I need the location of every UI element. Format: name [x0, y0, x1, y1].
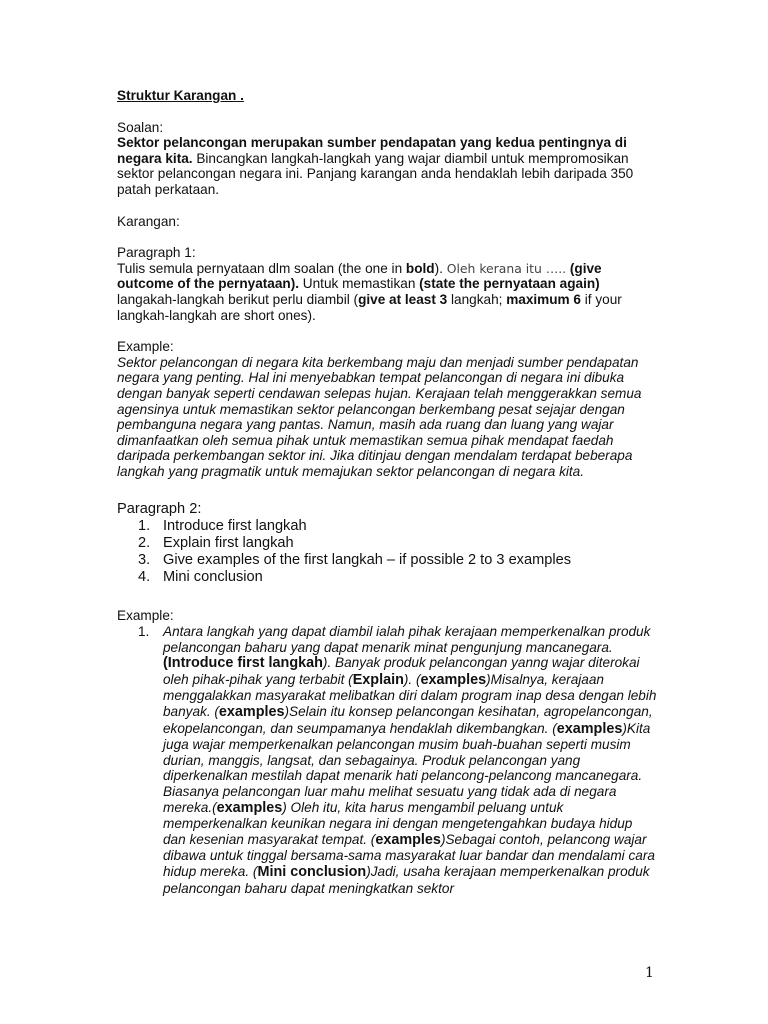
- list-item: [117, 518, 657, 535]
- ex2-s1: Antara langkah yang dapat diambil ialah pihak kerajaan memperkenalkan produk pelancongan baharu yang dapat menarik minat pengunjung mancanegara.: [163, 624, 651, 655]
- p1-alt-text: Oleh kerana itu …..: [446, 260, 567, 276]
- example1-label: Example:: [117, 339, 174, 355]
- list-item-text: Give examples of the first langkah – if possible 2 to 3 examples: [163, 552, 572, 569]
- ex2-s2: ). Banyak produk pelancongan yanng wajar diterokai oleh pihak-pihak yang terbabit (: [163, 655, 640, 687]
- list-item: [117, 552, 657, 569]
- list-item-text: Explain first langkah: [163, 535, 294, 552]
- ex2-tag-explain: Explain: [352, 671, 404, 688]
- ex2-s5: )Selain itu konsep pelancongan kesihatan, agropelancongan, ekopelancongan, dan seumpamanya hendaklah dikembangkan. (: [163, 704, 653, 736]
- document-body: [117, 88, 657, 896]
- p1-give-outcome: (give outcome of the pernyataan).: [117, 260, 602, 292]
- list-item-number: 1.: [138, 624, 150, 640]
- list-item: [117, 535, 657, 552]
- example2-text: [163, 624, 656, 896]
- karangan-label: Karangan:: [117, 213, 180, 229]
- p1-text-f: langkah;: [447, 291, 507, 307]
- p1-max6: maximum 6: [506, 291, 581, 307]
- page-number: 1: [645, 965, 654, 981]
- p1-text-a: Tulis semula pernyataan dlm soalan (the one in: [117, 260, 406, 276]
- ex2-s4: )Misalnya, kerajaan menggalakkan masyarakat melibatkan diri dalam program inap desa dengan lebih banyak. (: [163, 671, 657, 720]
- ex2-tag-introduce: (Introduce first langkah: [163, 655, 323, 672]
- p1-state: (state the pernyataan again): [419, 276, 600, 292]
- soalan-rest: Bincangkan langkah-langkah yang wajar diambil untuk mempromosikan sektor pelancongan negara ini. Panjang karangan anda hendaklah lebih daripada 350 patah perkataan.: [117, 150, 634, 197]
- p1-give3: give at least 3: [358, 291, 448, 307]
- ex2-tag-examples: examples: [218, 704, 285, 721]
- ex2-tag-examples: examples: [375, 831, 441, 848]
- ex2-s9: )Jadi, usaha kerajaan memperkenalkan produk pelancongan baharu dapat meningkatkan sektor: [163, 863, 650, 896]
- example2-list: [117, 624, 657, 896]
- p1-text-d: Untuk memastikan: [299, 276, 420, 292]
- p1-text-e: langakah-langkah berikut perlu diambil (: [117, 291, 359, 307]
- paragraph1-instructions: [117, 261, 657, 323]
- list-item: [117, 624, 657, 896]
- ex2-tag-examples: examples: [556, 720, 623, 737]
- p1-bold-word: bold: [405, 260, 435, 276]
- soalan-text: [117, 135, 657, 197]
- list-item-number: 2.: [138, 535, 151, 552]
- document-title: Struktur Karangan .: [117, 88, 244, 103]
- list-item-text: Introduce first langkah: [163, 518, 307, 535]
- list-item-number: 3.: [138, 552, 151, 569]
- ex2-tag-examples: examples: [216, 799, 283, 816]
- list-item: [117, 569, 657, 586]
- list-item-number: 1.: [138, 518, 151, 535]
- ex2-s8: )Sebagai contoh, pelancong wajar dibawa untuk tinggal bersama-sama masyarakat luar bandar dan mendalami cara hidup mereka. (: [163, 831, 655, 879]
- p1-text-g: if your langkah-langkah are short ones).: [117, 291, 622, 323]
- ex2-s7: ) Oleh itu, kita harus mengambil peluang untuk memperkenalkan keunikan negara ini dengan mengetengahkan budaya hidup dan kesenian masyarakat tempat. (: [163, 799, 633, 847]
- list-item-text: Mini conclusion: [163, 569, 263, 586]
- paragraph2-list: [117, 518, 657, 586]
- paragraph2-label: Paragraph 2:: [117, 501, 202, 518]
- soalan-label: Soalan:: [117, 119, 164, 135]
- ex2-s3: ). (: [403, 671, 421, 687]
- soalan-bold: Sektor pelancongan merupakan sumber pendapatan yang kedua pentingnya di negara kita.: [117, 135, 627, 166]
- list-item-number: 4.: [138, 569, 151, 586]
- ex2-tag-examples: examples: [420, 671, 487, 688]
- ex2-tag-mini-conclusion: Mini conclusion: [257, 863, 367, 880]
- paragraph1-label: Paragraph 1:: [117, 245, 196, 261]
- p1-text-b: ).: [434, 260, 447, 276]
- ex2-s6: )Kita juga wajar memperkenalkan pelancongan musim buah-buahan seperti musim durian, manggis, langsat, dan sebagainya. Produk pelancongan yang diperkenalkan mestilah dapat menarik hati pelancong-pelancong mancanegara. Biasanya pelancongan luar mahu melihat sesuatu yang tidak ada di negara mereka.(: [163, 720, 651, 815]
- example2-label: Example:: [117, 608, 174, 624]
- example1-text: Sektor pelancongan di negara kita berkembang maju dan menjadi sumber pendapatan negara yang penting. Hal ini menyebabkan tempat pelancongan di negara ini dibuka dengan banyak seperti cendawan selepas hujan. Kerajaan telah menggerakkan semua agensinya untuk memastikan sektor pelancongan berkembang pesat sejajar dengan pembanguna negara yang pantas. Namun, masih ada ruang dan luang yang wajar dimanfaatkan oleh semua pihak untuk memastikan semua pihak mendapat faedah daripada perkembangan sektor ini. Jika ditinjau dengan mendalam terdapat beberapa langkah yang pragmatik untuk memajukan sektor pelancongan di negara kita.: [117, 354, 642, 479]
